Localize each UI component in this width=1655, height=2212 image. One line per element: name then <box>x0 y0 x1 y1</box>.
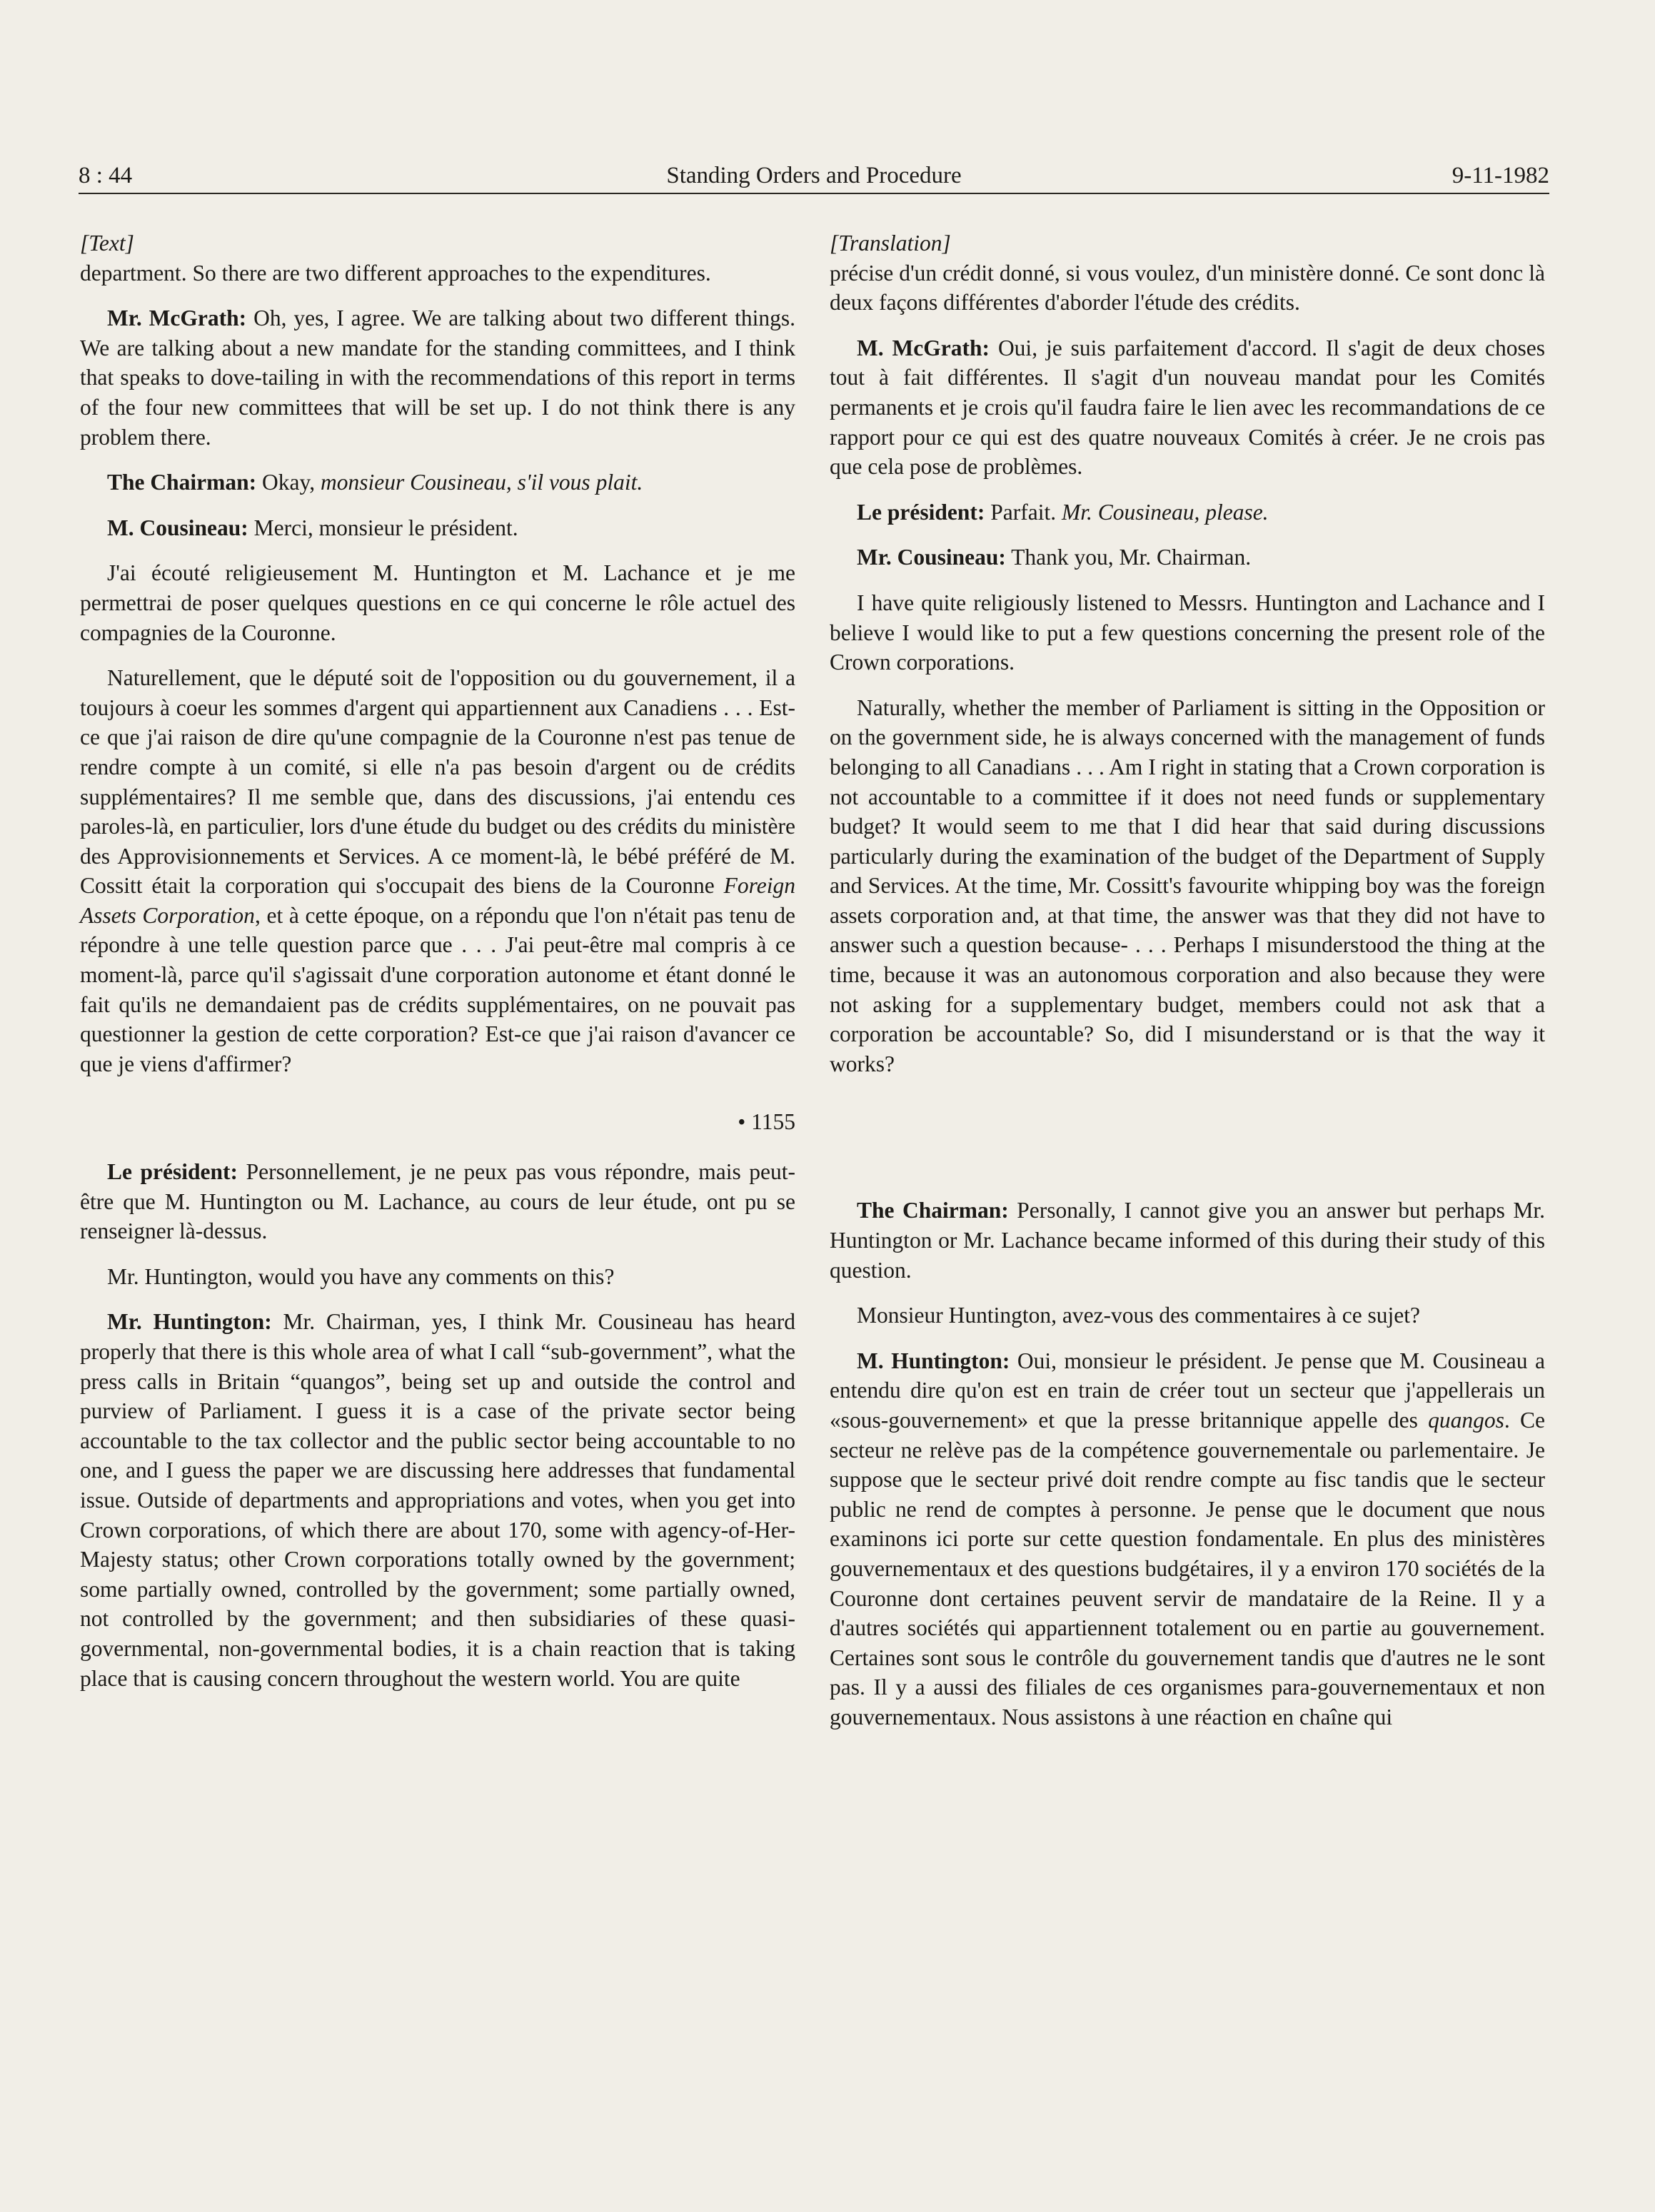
paragraph: Mr. Huntington, would you have any comments on this? <box>107 1263 615 1289</box>
paragraph <box>830 542 1545 572</box>
speech-text: Personally, I cannot give you an answer but perhaps Mr. Huntington or Mr. Lachance became informed of this during their study of this question. <box>830 1198 1545 1283</box>
column-spacer <box>830 1094 1545 1196</box>
language-tag: [Translation] <box>830 231 951 256</box>
speaker-name: M. Huntington: <box>857 1348 1010 1373</box>
paragraph: J'ai écouté religieusement M. Huntington et M. Lachance et je me permettrai de poser quelques questions en ce qui concerne le rôle actuel des compagnies de la Couronne. <box>80 560 795 645</box>
paragraph: précise d'un crédit donné, si vous voulez, d'un ministère donné. Ce sont donc là deux façons différentes d'aborder l'étude des crédits. <box>830 260 1545 315</box>
speaker-name: Mr. Cousineau: <box>857 545 1006 570</box>
paragraph <box>830 333 1545 482</box>
speech-text: . Ce secteur ne relève pas de la compétence gouvernementale ou parlementaire. Je suppose que le secteur privé doit rendre compte au fisc tandis que le secteur public ne rend de comptes à personne. Je pense que le document que nous examinons ici porte sur cette question fondamentale. En plus des ministères gouvernementaux et des questions budgétaires, il y a environ 170 sociétés de la Couronne dont certaines peuvent servir de mandataire de la Reine. Il y a d'autres sociétés qui appartiennent totalement ou en partie au gouvernement. Certaines sont sous le contrôle du gouvernement tandis que d'autres ne le sont pas. Il y a aussi des filiales de ces organismes para-gouvernementaux et non gouvernementaux. Nous assistons à une réaction en chaîne qui <box>830 1408 1545 1729</box>
header-date: 9-11-1982 <box>1452 163 1549 188</box>
speech-text: Merci, monsieur le président. <box>248 515 518 540</box>
speech-text: Personnellement, je ne peux pas vous répondre, mais peut-être que M. Huntington ou M. Lachance, au cours de leur étude, ont pu se renseigner là-dessus. <box>80 1159 795 1244</box>
speaker-name: The Chairman: <box>107 470 257 495</box>
paragraph <box>830 1346 1545 1732</box>
paragraph <box>80 303 795 452</box>
speech-text: , et à cette époque, on a répondu que l'on n'était pas tenu de répondre à une telle question parce que . . . J'ai peut-être mal compris à ce moment-là, parce qu'il s'agissait d'une corporation autonome et étant donné le fait qu'ils ne demandaient pas de crédits supplémentaires, on ne pouvait pas questionner la gestion de cette corporation? Est-ce que j'ai raison d'avancer ce que je viens d'affirmer? <box>80 902 795 1076</box>
page-folio: 8 : 44 <box>79 163 133 188</box>
paragraph <box>830 498 1545 527</box>
speech-italic: Foreign Assets Corporation <box>80 873 795 928</box>
speech-text: Oh, yes, I agree. We are talking about two different things. We are talking about a new mandate for the standing committees, and I think that speaks to dove-tailing in with the recommendations of this report in terms of the four new committees that will be set up. I do not think there is any problem there. <box>80 305 795 450</box>
speech-text: Thank you, Mr. Chairman. <box>1005 545 1252 570</box>
speaker-name: Mr. Huntington: <box>107 1309 272 1335</box>
speech-text: Oui, je suis parfaitement d'accord. Il s'agit de deux choses tout à fait différentes. Il s'agit d'un nouveau mandat pour les Comités permanents et je crois qu'il faudra faire le lien avec les recommandations de ce rapport pour ce qui est des quatre nouveaux Comités à créer. Je ne crois pas que cela pose de problèmes. <box>830 335 1545 480</box>
paragraph: Monsieur Huntington, avez-vous des commentaires à ce sujet? <box>857 1303 1421 1328</box>
paragraph: Naturally, whether the member of Parliament is sitting in the Opposition or on the government side, he is always concerned with the management of funds belonging to all Canadians . . . Am I right in stating that a Crown corporation is not accountable to a committee if it does not need funds or supplementary budget? It would seem to me that I did hear that said during discussions particularly during the examination of the budget of the Department of Supply and Services. At the time, Mr. Cossitt's favourite whipping boy was the foreign assets corporation and, at that time, the answer was that they did not have to answer such a question because- . . . Perhaps I misunderstood the thing at the time, because it was an autonomous corporation and also because they were not asking for a supplementary budget, members could not ask that a corporation be accountable? So, did I misunderstand or is that the way it works? <box>830 695 1545 1076</box>
running-title: Standing Orders and Procedure <box>666 163 962 188</box>
paragraph <box>80 1307 795 1693</box>
speech-text: Naturellement, que le député soit de l'opposition ou du gouvernement, il a toujours à coeur les sommes d'argent qui appartiennent aux Canadiens . . . Est-ce que j'ai raison de dire qu'une compagnie de la Couronne n'est pas tenue de rendre compte à un comité, si elle n'a pas besoin d'argent ou de crédits supplémentaires? Il me semble que, dans des discussions, j'ai entendu ces paroles-là, en particulier, lors d'une étude du budget ou des crédits du ministère des Approvisionnements et Services. A ce moment-là, le bébé préféré de M. Cossitt était la corporation qui s'occupait des biens de la Couronne <box>80 665 795 899</box>
paragraph <box>80 468 795 498</box>
speaker-name: Mr. McGrath: <box>107 305 247 331</box>
speaker-name: M. Cousineau: <box>107 515 248 540</box>
speaker-name: Le président: <box>107 1159 238 1185</box>
language-tag: [Text] <box>80 231 134 256</box>
time-marker: • 1155 <box>738 1109 795 1135</box>
right-column-translation <box>830 228 1545 1748</box>
speaker-name: The Chairman: <box>857 1198 1009 1223</box>
speech-italic: monsieur Cousineau, s'il vous plait. <box>320 470 643 495</box>
speaker-name: M. McGrath: <box>857 335 990 360</box>
paragraph <box>80 1157 795 1246</box>
paragraph <box>830 1196 1545 1285</box>
header-rule <box>79 193 1549 194</box>
speaker-name: Le président: <box>857 499 985 525</box>
page-header <box>79 158 1549 194</box>
paragraph <box>80 513 795 543</box>
speech-text: Mr. Chairman, yes, I think Mr. Cousineau has heard properly that there is this whole area of what I call “sub-government”, what the press calls in Britain “quangos”, being set up and outside the control and purview of Parliament. I guess it is a case of the private sector being accountable to the tax collector and the public sector being accountable to no one, and I guess the paper we are discussing here addresses that fundamental issue. Outside of departments and appropriations and votes, when you get into Crown corporations, of which there are about 170, some with agency-of-Her-Majesty status; other Crown corporations totally owned by the government; some partially owned, controlled by the government; some partially owned, not controlled by the government; and then subsidiaries of these quasi-governmental, non-governmental bodies, it is a chain reaction that is taking place that is causing concern throughout the western world. You are quite <box>80 1309 795 1691</box>
left-column-english <box>80 228 795 1709</box>
speech-italic: quangos <box>1428 1408 1504 1433</box>
speech-text: Parfait. <box>985 499 1062 525</box>
paragraph <box>80 663 795 1079</box>
paragraph: department. So there are two different approaches to the expenditures. <box>80 260 711 286</box>
speech-italic: Mr. Cousineau, please. <box>1061 499 1269 525</box>
paragraph: I have quite religiously listened to Messrs. Huntington and Lachance and I believe I would like to put a few questions concerning the present role of the Crown corporations. <box>830 590 1545 675</box>
speech-text: Oui, monsieur le président. Je pense que M. Cousineau a entendu dire qu'on est en train de créer tout un secteur que j'appellerais un «sous-gouvernement» et que la presse britannique appelle des <box>830 1348 1545 1433</box>
speech-text: Okay, <box>256 470 321 495</box>
